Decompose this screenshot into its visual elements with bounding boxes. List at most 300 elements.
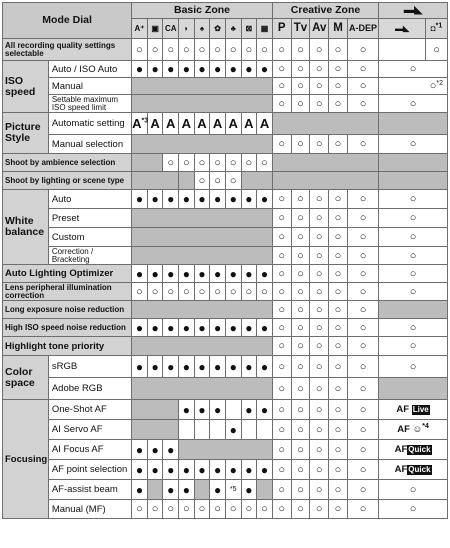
selectable-ring: ○ <box>347 337 378 356</box>
selectable-ring: ○ <box>329 480 348 500</box>
not-applicable-cell <box>257 480 273 500</box>
mode-av: Av <box>310 19 329 39</box>
selectable-ring: ○ <box>291 480 310 500</box>
selectable-ring: ○ <box>272 301 291 319</box>
selectable-ring: ○ <box>347 95 378 113</box>
mode-m: M <box>329 19 348 39</box>
not-applicable-cell <box>132 301 273 319</box>
selectable-ring: ○ <box>310 209 329 228</box>
af-live-mode: AF Live <box>379 400 448 420</box>
selectable-ring: ○ <box>291 440 310 460</box>
row-label-iso-manual: Manual <box>48 78 131 95</box>
movie-camera-icon: ▬◣ <box>379 3 448 19</box>
selectable-ring: ○ <box>179 500 195 519</box>
note-3-cell: $A^{*3}$ <box>132 113 148 135</box>
available-dot: ● <box>163 190 179 209</box>
selectable-ring: ○ <box>347 400 378 420</box>
selectable-ring: ○ <box>347 247 378 265</box>
available-dot: ● <box>163 61 179 78</box>
available-dot: ● <box>225 319 241 337</box>
empty-cell <box>225 400 241 420</box>
selectable-ring: ○ <box>329 500 348 519</box>
af-quick-mode: AFQuick <box>379 440 448 460</box>
selectable-ring: ○ <box>194 283 210 301</box>
available-dot: ● <box>241 61 257 78</box>
selectable-ring: ○ <box>310 378 329 400</box>
selectable-ring: ○ <box>272 190 291 209</box>
selectable-ring: ○ <box>272 39 291 61</box>
row-label-lighting: Shoot by lighting or scene type <box>3 172 132 190</box>
selectable-ring: ○ <box>179 39 195 61</box>
selectable-ring: ○ <box>147 39 163 61</box>
selectable-ring: ○ <box>272 61 291 78</box>
night-scene-icon: ▦ <box>257 19 273 39</box>
available-dot: ● <box>194 356 210 378</box>
selectable-ring: ○ <box>147 283 163 301</box>
selectable-ring: ○ <box>347 500 378 519</box>
selectable-ring: ○ <box>257 500 273 519</box>
selectable-ring: ○ <box>225 172 241 190</box>
selectable-ring: ○ <box>329 190 348 209</box>
row-label-manual-mf: Manual (MF) <box>48 500 131 519</box>
function-availability-table <box>2 2 448 519</box>
selectable-ring: ○ <box>347 356 378 378</box>
selectable-ring: ○ <box>272 400 291 420</box>
not-applicable-cell <box>272 154 378 172</box>
selectable-ring: ○ <box>257 39 273 61</box>
available-dot: ● <box>210 356 226 378</box>
available-dot: ● <box>241 356 257 378</box>
available-dot: ● <box>132 480 148 500</box>
available-dot: ● <box>241 319 257 337</box>
selectable-ring: ○ <box>310 247 329 265</box>
mode-function-table <box>2 2 448 519</box>
basic-zone-header: Basic Zone <box>132 3 273 19</box>
group-label-picture-style: Picture Style <box>3 113 49 154</box>
available-dot: ● <box>132 190 148 209</box>
selectable-ring: ○ <box>291 78 310 95</box>
selectable-ring: ○ <box>272 135 291 154</box>
available-dot: ● <box>257 265 273 283</box>
selectable-ring: ○ <box>210 283 226 301</box>
available-dot: ● <box>147 440 163 460</box>
not-applicable-cell <box>132 337 273 356</box>
mode-tv: Tv <box>291 19 310 39</box>
selectable-ring: ○ <box>347 440 378 460</box>
empty-cell <box>194 420 210 440</box>
selectable-ring: ○ <box>291 400 310 420</box>
selectable-ring: ○ <box>329 283 348 301</box>
selectable-ring: ○ <box>241 283 257 301</box>
row-label-long-exposure: Long exposure noise reduction <box>3 301 132 319</box>
selectable-ring: ○ <box>329 319 348 337</box>
scene-intelligent-auto-icon: A⁺ <box>132 19 148 39</box>
not-applicable-cell <box>132 420 179 440</box>
selectable-ring: ○ <box>347 378 378 400</box>
selectable-ring: ○ <box>310 283 329 301</box>
creative-auto-icon: CA <box>163 19 179 39</box>
not-applicable-cell <box>132 154 163 172</box>
selectable-ring: ○ <box>291 319 310 337</box>
af-quick-mode-2: AFQuick <box>379 460 448 480</box>
row-label-ambience: Shoot by ambience selection <box>3 154 132 172</box>
available-dot: ● <box>194 190 210 209</box>
note-2-cell: ○$^{*2}$ <box>379 78 448 95</box>
available-dot: ● <box>132 440 148 460</box>
selectable-ring: ○ <box>272 460 291 480</box>
selectable-ring: ○ <box>291 460 310 480</box>
selectable-ring: ○ <box>329 61 348 78</box>
selectable-ring: ○ <box>310 460 329 480</box>
available-dot: ● <box>163 480 179 500</box>
selectable-ring: ○ <box>291 190 310 209</box>
selectable-ring: ○ <box>225 154 241 172</box>
not-applicable-cell <box>179 440 273 460</box>
auto-setting-mark: A <box>225 113 241 135</box>
selectable-ring: ○ <box>310 319 329 337</box>
selectable-ring: ○ <box>347 319 378 337</box>
available-dot: ● <box>163 319 179 337</box>
selectable-ring: ○ <box>379 61 448 78</box>
selectable-ring: ○ <box>329 209 348 228</box>
selectable-ring: ○ <box>379 190 448 209</box>
available-dot: ● <box>225 190 241 209</box>
selectable-ring: ○ <box>329 265 348 283</box>
empty-cell <box>179 420 195 440</box>
note-5-cell: *5 <box>225 480 241 500</box>
group-label-color-space: Color space <box>3 356 49 400</box>
row-label-wb-custom: Custom <box>48 228 131 247</box>
selectable-ring: ○ <box>310 420 329 440</box>
selectable-ring: ○ <box>272 480 291 500</box>
row-label-high-iso-nr: High ISO speed noise reduction <box>3 319 132 337</box>
row-label-wb-auto: Auto <box>48 190 131 209</box>
selectable-ring: ○ <box>310 440 329 460</box>
selectable-ring: ○ <box>379 265 448 283</box>
selectable-ring: ○ <box>272 337 291 356</box>
selectable-ring: ○ <box>272 95 291 113</box>
row-label-highlight-tone: Highlight tone priority <box>3 337 132 356</box>
available-dot: ● <box>257 61 273 78</box>
not-applicable-cell <box>179 172 195 190</box>
selectable-ring: ○ <box>210 39 226 61</box>
available-dot: ● <box>179 356 195 378</box>
available-dot: ● <box>163 356 179 378</box>
selectable-ring: ○ <box>291 247 310 265</box>
selectable-ring: ○ <box>291 95 310 113</box>
row-label-ai-focus: AI Focus AF <box>48 440 131 460</box>
selectable-ring: ○ <box>291 61 310 78</box>
not-applicable-cell <box>147 480 163 500</box>
row-label-af-assist: AF-assist beam <box>48 480 131 500</box>
available-dot: ● <box>257 356 273 378</box>
selectable-ring: ○ <box>329 400 348 420</box>
available-dot: ● <box>210 480 226 500</box>
selectable-ring: ○ <box>225 39 241 61</box>
selectable-ring: ○ <box>272 420 291 440</box>
closeup-icon: ✿ <box>210 19 226 39</box>
selectable-ring: ○ <box>291 420 310 440</box>
available-dot: ● <box>210 190 226 209</box>
selectable-ring: ○ <box>291 337 310 356</box>
selectable-ring: ○ <box>347 135 378 154</box>
selectable-ring: ○ <box>379 319 448 337</box>
selectable-ring: ○ <box>210 500 226 519</box>
selectable-ring: ○ <box>379 337 448 356</box>
selectable-ring: ○ <box>291 378 310 400</box>
row-label-ps-manual: Manual selection <box>48 135 131 154</box>
row-label-wb-preset: Preset <box>48 209 131 228</box>
selectable-ring: ○ <box>257 283 273 301</box>
not-applicable-cell <box>194 480 210 500</box>
selectable-ring: ○ <box>291 301 310 319</box>
auto-setting-mark: A <box>241 113 257 135</box>
selectable-ring: ○ <box>379 95 448 113</box>
selectable-ring: ○ <box>291 356 310 378</box>
row-label-ai-servo: AI Servo AF <box>48 420 131 440</box>
row-label-iso-max: Settable maximum ISO speed limit <box>48 95 131 113</box>
not-applicable-cell <box>379 113 448 135</box>
available-dot: ● <box>132 61 148 78</box>
empty-cell <box>257 420 273 440</box>
selectable-ring: ○ <box>291 265 310 283</box>
selectable-ring: ○ <box>347 39 378 61</box>
selectable-ring: ○ <box>329 135 348 154</box>
available-dot: ● <box>179 400 195 420</box>
auto-setting-mark: A <box>179 113 195 135</box>
selectable-ring: ○ <box>257 154 273 172</box>
selectable-ring: ○ <box>310 228 329 247</box>
selectable-ring: ○ <box>379 356 448 378</box>
selectable-ring: ○ <box>310 190 329 209</box>
selectable-ring: ○ <box>291 228 310 247</box>
not-applicable-cell <box>241 172 272 190</box>
selectable-ring: ○ <box>272 283 291 301</box>
selectable-ring: ○ <box>310 265 329 283</box>
available-dot: ● <box>147 356 163 378</box>
auto-setting-mark: A <box>194 113 210 135</box>
selectable-ring: ○ <box>379 209 448 228</box>
mode-p: P <box>272 19 291 39</box>
selectable-ring: ○ <box>329 356 348 378</box>
auto-setting-mark: A <box>147 113 163 135</box>
selectable-ring: ○ <box>379 228 448 247</box>
available-dot: ● <box>147 61 163 78</box>
not-applicable-cell <box>272 113 378 135</box>
available-dot: ● <box>194 61 210 78</box>
selectable-ring: ○ <box>291 39 310 61</box>
row-label-srgb: sRGB <box>48 356 131 378</box>
row-label-lens-correction: Lens peripheral illumination correction <box>3 283 132 301</box>
creative-zone-header: Creative Zone <box>272 3 378 19</box>
selectable-ring: ○ <box>163 39 179 61</box>
available-dot: ● <box>147 190 163 209</box>
selectable-ring: ○ <box>310 400 329 420</box>
available-dot: ● <box>163 440 179 460</box>
selectable-ring: ○ <box>132 500 148 519</box>
movie-icon: ▬◣ <box>379 19 426 39</box>
selectable-ring: ○ <box>426 39 448 61</box>
empty-cell <box>241 420 257 440</box>
available-dot: ● <box>225 420 241 440</box>
selectable-ring: ○ <box>147 500 163 519</box>
available-dot: ● <box>241 460 257 480</box>
available-dot: ● <box>257 319 273 337</box>
available-dot: ● <box>210 400 226 420</box>
selectable-ring: ○ <box>379 247 448 265</box>
available-dot: ● <box>257 460 273 480</box>
selectable-ring: ○ <box>241 39 257 61</box>
available-dot: ● <box>225 265 241 283</box>
auto-setting-mark: A <box>257 113 273 135</box>
row-label-one-shot: One-Shot AF <box>48 400 131 420</box>
available-dot: ● <box>147 460 163 480</box>
selectable-ring: ○ <box>241 500 257 519</box>
selectable-ring: ○ <box>329 378 348 400</box>
selectable-ring: ○ <box>329 95 348 113</box>
available-dot: ● <box>194 319 210 337</box>
available-dot: ● <box>257 190 273 209</box>
selectable-ring: ○ <box>379 135 448 154</box>
available-dot: ● <box>210 61 226 78</box>
group-label-focusing: Focusing <box>3 400 49 519</box>
not-applicable-cell <box>132 228 273 247</box>
selectable-ring: ○ <box>347 78 378 95</box>
not-applicable-cell <box>132 209 273 228</box>
available-dot: ● <box>179 319 195 337</box>
selectable-ring: ○ <box>272 78 291 95</box>
selectable-ring: ○ <box>210 172 226 190</box>
mode-dial-header: Mode Dial <box>3 3 132 39</box>
available-dot: ● <box>225 61 241 78</box>
available-dot: ● <box>179 265 195 283</box>
row-label-ps-auto: Automatic setting <box>48 113 131 135</box>
selectable-ring: ○ <box>310 135 329 154</box>
selectable-ring: ○ <box>310 301 329 319</box>
selectable-ring: ○ <box>272 265 291 283</box>
not-applicable-cell <box>132 95 273 113</box>
selectable-ring: ○ <box>379 480 448 500</box>
selectable-ring: ○ <box>241 154 257 172</box>
not-applicable-cell <box>132 247 273 265</box>
available-dot: ● <box>194 400 210 420</box>
available-dot: ● <box>241 265 257 283</box>
selectable-ring: ○ <box>347 420 378 440</box>
available-dot: ● <box>132 356 148 378</box>
sports-icon: ♣ <box>225 19 241 39</box>
landscape-icon: ♠ <box>194 19 210 39</box>
selectable-ring: ○ <box>379 500 448 519</box>
selectable-ring: ○ <box>329 420 348 440</box>
mode-a-dep: A-DEP <box>347 19 378 39</box>
selectable-ring: ○ <box>272 247 291 265</box>
not-applicable-cell <box>272 172 378 190</box>
selectable-ring: ○ <box>272 319 291 337</box>
selectable-ring: ○ <box>210 154 226 172</box>
available-dot: ● <box>179 480 195 500</box>
available-dot: ● <box>147 265 163 283</box>
available-dot: ● <box>257 400 273 420</box>
available-dot: ● <box>241 190 257 209</box>
selectable-ring: ○ <box>272 356 291 378</box>
not-applicable-cell <box>132 135 273 154</box>
selectable-ring: ○ <box>272 440 291 460</box>
available-dot: ● <box>132 460 148 480</box>
selectable-ring: ○ <box>329 228 348 247</box>
empty-cell <box>210 420 226 440</box>
selectable-ring: ○ <box>310 39 329 61</box>
selectable-ring: ○ <box>179 154 195 172</box>
not-applicable-cell <box>379 378 448 400</box>
available-dot: ● <box>225 460 241 480</box>
not-applicable-cell <box>132 400 179 420</box>
selectable-ring: ○ <box>291 209 310 228</box>
not-applicable-cell <box>132 172 179 190</box>
available-dot: ● <box>210 319 226 337</box>
auto-setting-mark: A <box>210 113 226 135</box>
selectable-ring: ○ <box>329 78 348 95</box>
selectable-ring: ○ <box>194 172 210 190</box>
selectable-ring: ○ <box>310 480 329 500</box>
available-dot: ● <box>210 265 226 283</box>
selectable-ring: ○ <box>347 301 378 319</box>
selectable-ring: ○ <box>163 154 179 172</box>
selectable-ring: ○ <box>310 356 329 378</box>
selectable-ring: ○ <box>310 337 329 356</box>
group-label-iso: ISO speed <box>3 61 49 113</box>
selectable-ring: ○ <box>194 39 210 61</box>
row-label-wb-correction: Correction / Bracketing <box>48 247 131 265</box>
available-dot: ● <box>132 319 148 337</box>
selectable-ring: ○ <box>347 190 378 209</box>
selectable-ring: ○ <box>347 480 378 500</box>
row-label-iso-auto: Auto / ISO Auto <box>48 61 131 78</box>
night-portrait-icon: ⊠ <box>241 19 257 39</box>
selectable-ring: ○ <box>163 500 179 519</box>
available-dot: ● <box>225 356 241 378</box>
selectable-ring: ○ <box>329 460 348 480</box>
row-label-adobe-rgb: Adobe RGB <box>48 378 131 400</box>
selectable-ring: ○ <box>329 247 348 265</box>
row-label-af-point: AF point selection <box>48 460 131 480</box>
selectable-ring: ○ <box>291 283 310 301</box>
selectable-ring: ○ <box>347 228 378 247</box>
selectable-ring: ○ <box>225 283 241 301</box>
selectable-ring: ○ <box>179 283 195 301</box>
not-applicable-cell <box>379 154 448 172</box>
not-applicable-cell <box>132 378 273 400</box>
selectable-ring: ○ <box>194 500 210 519</box>
selectable-ring: ○ <box>132 39 148 61</box>
available-dot: ● <box>147 319 163 337</box>
flash-off-icon: ▣ <box>147 19 163 39</box>
not-applicable-cell <box>132 78 273 95</box>
selectable-ring: ○ <box>329 301 348 319</box>
available-dot: ● <box>163 460 179 480</box>
selectable-ring: ○ <box>132 283 148 301</box>
selectable-ring: ○ <box>329 337 348 356</box>
available-dot: ● <box>179 190 195 209</box>
selectable-ring: ○ <box>272 500 291 519</box>
selectable-ring: ○ <box>272 228 291 247</box>
selectable-ring: ○ <box>347 209 378 228</box>
available-dot: ● <box>210 460 226 480</box>
selectable-ring: ○ <box>347 61 378 78</box>
not-applicable-cell <box>379 172 448 190</box>
still-camera-icon: ◘$^{*1}$ <box>426 19 448 39</box>
available-dot: ● <box>194 460 210 480</box>
available-dot: ● <box>163 265 179 283</box>
